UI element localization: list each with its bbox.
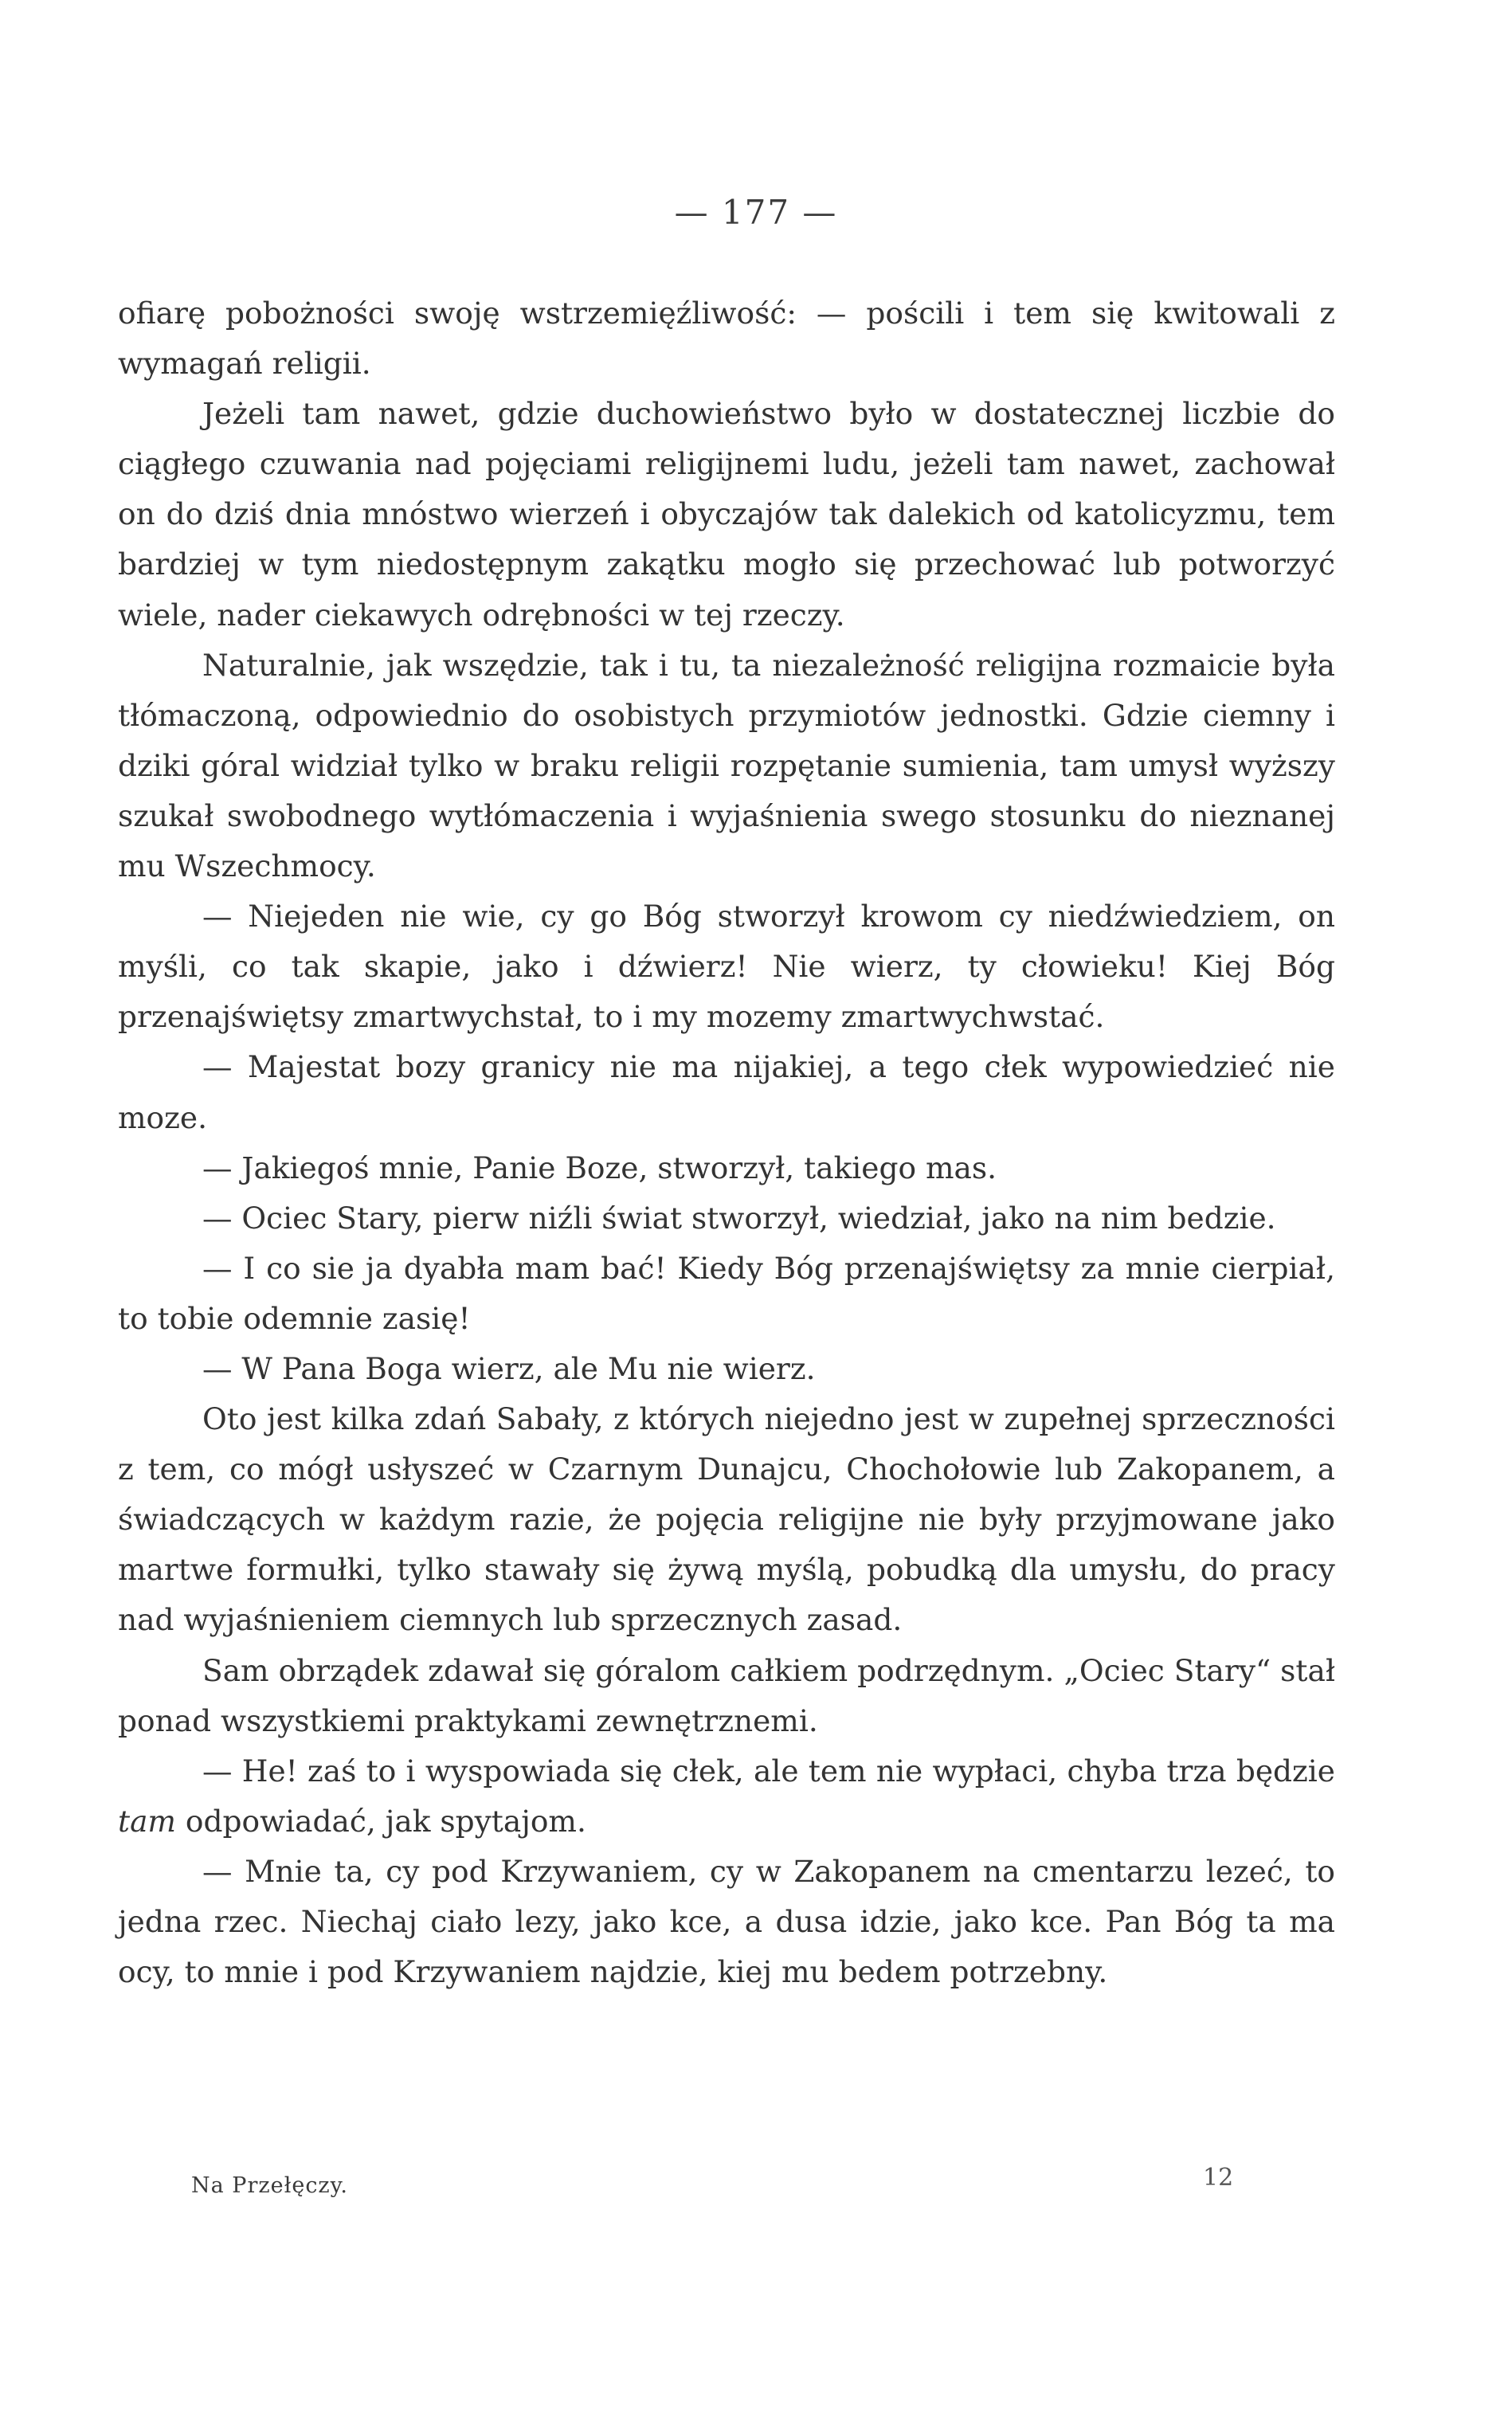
paragraph: Oto jest kilka zdań Sabały, z których niejedno jest w zupełnej sprzeczności z tem, co mógł usłyszeć w Czarnym Dunajcu, Chochołowie lub Zakopanem, a świadczących w każdym razie, że pojęcia religijne nie były przyjmowane jako martwe formułki, tylko stawały się żywą myślą, pobudką dla umysłu, do pracy nad wyjaśnieniem ciemnych lub sprzecznych zasad. bbox=[118, 1401, 1335, 1638]
sheet-number: 12 bbox=[1203, 2164, 1234, 2192]
paragraph: Sam obrządek zdawał się góralom całkiem podrzędnym. „Ociec Stary“ stał ponad wszystkiemi praktykami zewnętrznemi. bbox=[118, 1652, 1335, 1738]
paragraph: — Majestat bozy granicy nie ma nijakiej, a tego cłek wypowiedzieć nie moze. bbox=[118, 1049, 1335, 1135]
book-signature: Na Przełęczy. bbox=[191, 2173, 348, 2198]
paragraph: — Mnie ta, cy pod Krzywaniem, cy w Zakopanem na cmentarzu lezeć, to jedna rzec. Niechaj ciało lezy, jako kce, a dusa idzie, jako kce. Pan Bóg ta ma ocy, to mnie i pod Krzywaniem najdzie, kiej mu bedem potrzebny. bbox=[118, 1853, 1335, 1990]
paragraph: ofiarę pobożności swoję wstrzemięźliwość: — pościli i tem się kwitowali z wymagań religii. bbox=[118, 296, 1335, 382]
page-number: — 177 — bbox=[674, 193, 838, 232]
paragraph bbox=[118, 1746, 1335, 1847]
paragraph: — I co sie ja dyabła mam bać! Kiedy Bóg przenajświętsy za mnie cierpiał, to tobie odemnie zasię! bbox=[118, 1250, 1335, 1336]
paragraph: — Ociec Stary, pierw niźli świat stworzył, wiedział, jako na nim bedzie. bbox=[202, 1200, 1276, 1236]
paragraph: Jeżeli tam nawet, gdzie duchowieństwo było w dostatecznej liczbie do ciągłego czuwania nad pojęciami religijnemi ludu, jeżeli tam nawet, zachował on do dziś dnia mnóstwo wierzeń i obyczajów tak dalekich od katolicyzmu, tem bardziej w tym niedostępnym zakątku mogło się przechować lub potworzyć wiele, nader ciekawych odrębności w tej rzeczy. bbox=[118, 396, 1335, 633]
paragraph-text: — He! zaś to i wyspowiada się cłek, ale tem nie wypłaci, chyba trza będzie bbox=[202, 1753, 1335, 1789]
paragraph: — Niejeden nie wie, cy go Bóg stworzył krowom cy niedźwiedziem, on myśli, co tak skapie, jako i dźwierz! Nie wierz, ty cłowieku! Kiej Bóg przenajświętsy zmartwychstał, to i my mozemy zmartwychwstać. bbox=[118, 899, 1335, 1035]
emphasized-word: tam bbox=[118, 1803, 176, 1839]
paragraph: — Jakiegoś mnie, Panie Boze, stworzył, takiego mas. bbox=[202, 1150, 997, 1185]
paragraph: — W Pana Boga wierz, ale Mu nie wierz. bbox=[202, 1350, 816, 1386]
paragraph-text: odpowiadać, jak spytajom. bbox=[176, 1803, 586, 1839]
paragraph: Naturalnie, jak wszędzie, tak i tu, ta niezależność religijna rozmaicie była tłómaczoną, odpowiednio do osobistych przymiotów jednostki. Gdzie ciemny i dziki góral widział tylko w braku religii rozpętanie sumienia, tam umysł wyższy szukał swobodnego wytłómaczenia i wyjaśnienia swego stosunku do nieznanej mu Wszechmocy. bbox=[118, 647, 1335, 884]
body-text bbox=[118, 288, 1335, 1997]
